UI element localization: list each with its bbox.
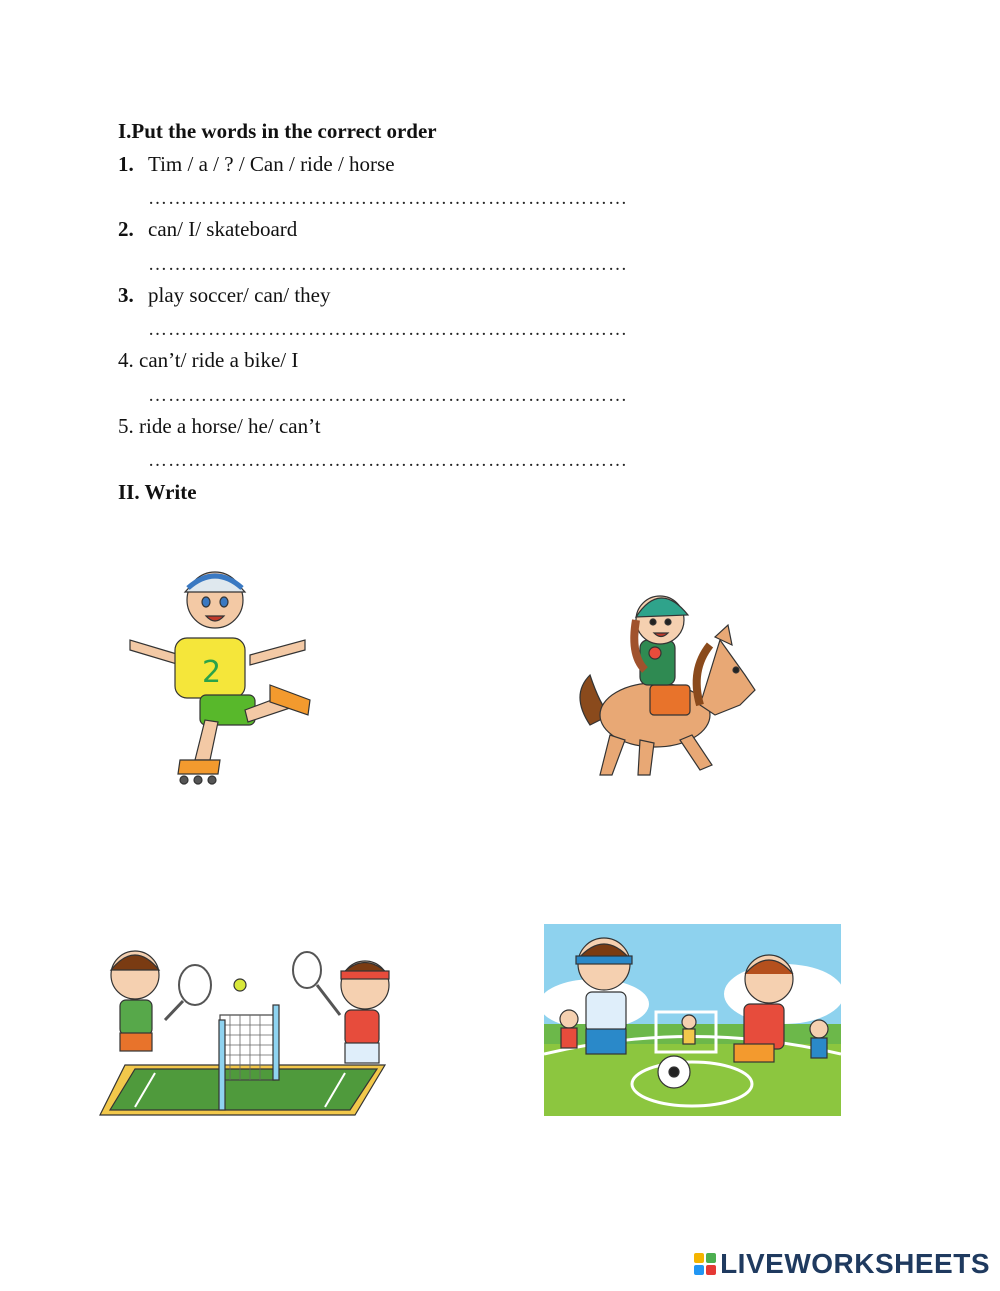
question-1 [118, 152, 395, 176]
question-number: 1. [118, 152, 134, 176]
section1-title: I.Put the words in the correct order [118, 119, 437, 143]
svg-text:2: 2 [202, 655, 222, 690]
question-3 [118, 283, 331, 307]
question-words: Tim / a / ? / Can / ride / horse [148, 152, 395, 176]
logo-text: LIVEWORKSHEETS [720, 1248, 990, 1279]
question-number: 2. [118, 217, 134, 241]
answer-line-4[interactable]: ……………………………………………………………… [148, 385, 628, 406]
answer-line-1[interactable]: ……………………………………………………………… [148, 188, 628, 209]
question-number: 3. [118, 283, 134, 307]
kids-playing-soccer-image [544, 924, 841, 1116]
question-2 [118, 217, 297, 241]
liveworksheets-logo [694, 1247, 990, 1281]
boy-rollerskating-image [120, 560, 320, 790]
answer-line-5[interactable]: ……………………………………………………………… [148, 450, 628, 471]
answer-line-2[interactable]: ……………………………………………………………… [148, 254, 628, 275]
question-words: can/ I/ skateboard [148, 217, 298, 241]
girl-riding-horse-image [570, 575, 760, 785]
section2-title: II. Write [118, 480, 197, 504]
question-4: 4. can’t/ ride a bike/ I [118, 348, 299, 372]
kids-playing-tennis-image [95, 945, 400, 1120]
answer-line-3[interactable]: ……………………………………………………………… [148, 319, 628, 340]
question-5: 5. ride a horse/ he/ can’t [118, 414, 321, 438]
question-words: play soccer/ can/ they [148, 283, 331, 307]
logo-icon [694, 1253, 716, 1275]
